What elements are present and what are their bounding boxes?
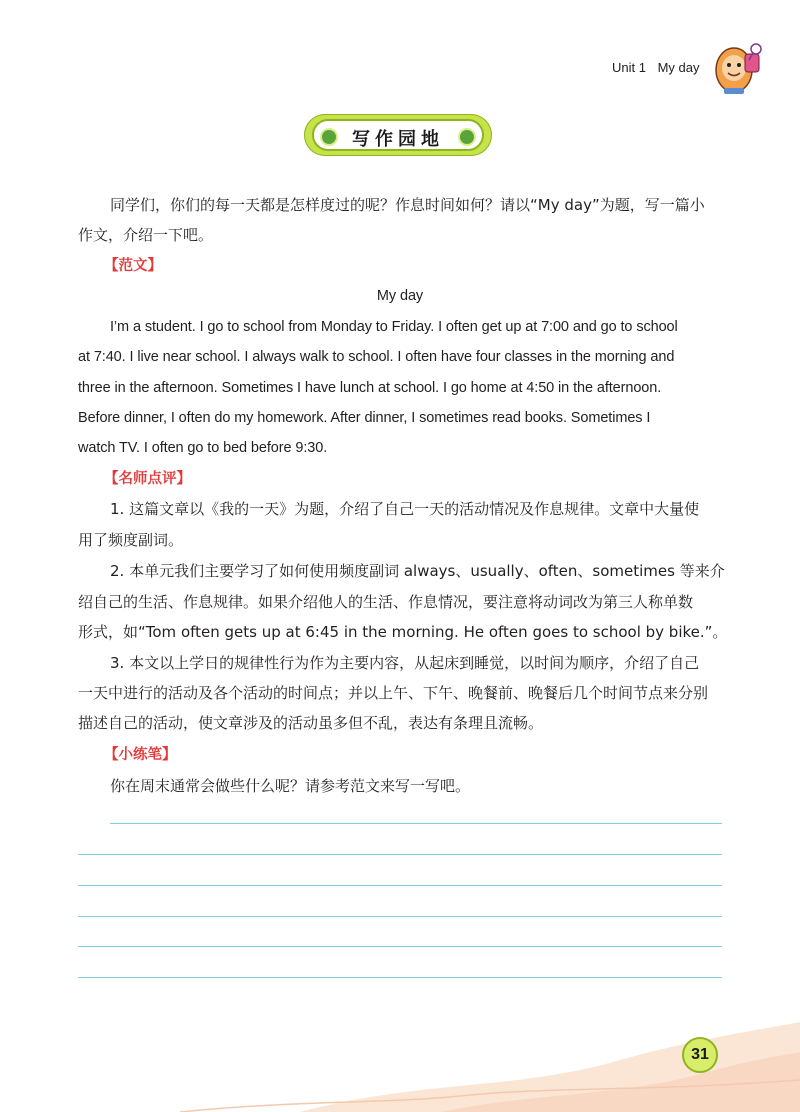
sample-line: watch TV. I often go to bed before 9:30. bbox=[78, 440, 328, 456]
review-line: 2. 本单元我们主要学习了如何使用频度副词 always、usually、often、sometimes 等来介 bbox=[110, 562, 725, 580]
sample-line: Before dinner, I often do my homework. After dinner, I sometimes read books. Sometimes I bbox=[78, 410, 651, 426]
green-dot-icon bbox=[460, 130, 474, 144]
section-title-badge bbox=[304, 114, 492, 156]
unit-header bbox=[612, 60, 700, 75]
review-line: 绍自己的生活、作息规律。如果介绍他人的生活、作息情况，要注意将动词改为第三人称单数 bbox=[78, 593, 694, 611]
review-line: 用了频度副词。 bbox=[78, 531, 184, 549]
writing-line[interactable] bbox=[78, 885, 722, 886]
practice-prompt: 你在周末通常会做些什么呢？请参考范文来写一写吧。 bbox=[110, 777, 471, 795]
writing-line[interactable] bbox=[110, 823, 722, 824]
sample-line: at 7:40. I live near school. I always walk to school. I often have four classes in the morning and bbox=[78, 349, 675, 365]
unit-topic: My day bbox=[657, 60, 700, 75]
review-line: 形式，如“Tom often gets up at 6:45 in the morning. He often goes to school by bike.”。 bbox=[78, 623, 728, 641]
review-line: 3. 本文以上学日的规律性行为作为主要内容，从起床到睡觉，以时间为顺序，介绍了自己 bbox=[110, 654, 700, 672]
page-number: 31 bbox=[682, 1037, 718, 1073]
section-title: 写作园地 bbox=[352, 129, 444, 150]
unit-label: Unit 1 bbox=[612, 60, 646, 75]
mascot-icon bbox=[712, 40, 766, 96]
sample-title: My day bbox=[376, 288, 424, 304]
writing-line[interactable] bbox=[78, 977, 722, 978]
review-label: 【名师点评】 bbox=[104, 471, 191, 487]
review-line: 描述自己的活动，使文章涉及的活动虽多但不乱，表达有条理且流畅。 bbox=[78, 714, 544, 732]
writing-line[interactable] bbox=[78, 854, 722, 855]
sample-label: 【范文】 bbox=[104, 258, 162, 274]
writing-line[interactable] bbox=[78, 916, 722, 917]
sample-line: I’m a student. I go to school from Monday to Friday. I often get up at 7:00 and go to school bbox=[110, 319, 678, 335]
review-line: 1. 这篇文章以《我的一天》为题，介绍了自己一天的活动情况及作息规律。文章中大量使 bbox=[110, 500, 700, 518]
sample-line: three in the afternoon. Sometimes I have lunch at school. I go home at 4:50 in the afternoon. bbox=[78, 380, 662, 396]
intro-line: 同学们，你们的每一天都是怎样度过的呢？作息时间如何？请以“My day”为题，写一篇小 bbox=[110, 196, 705, 214]
review-line: 一天中进行的活动及各个活动的时间点；并以上午、下午、晚餐前、晚餐后几个时间节点来分别 bbox=[78, 684, 709, 702]
writing-line[interactable] bbox=[78, 946, 722, 947]
practice-label: 【小练笔】 bbox=[104, 747, 177, 763]
wave-decoration bbox=[0, 1000, 800, 1112]
intro-line: 作文，介绍一下吧。 bbox=[78, 226, 214, 244]
